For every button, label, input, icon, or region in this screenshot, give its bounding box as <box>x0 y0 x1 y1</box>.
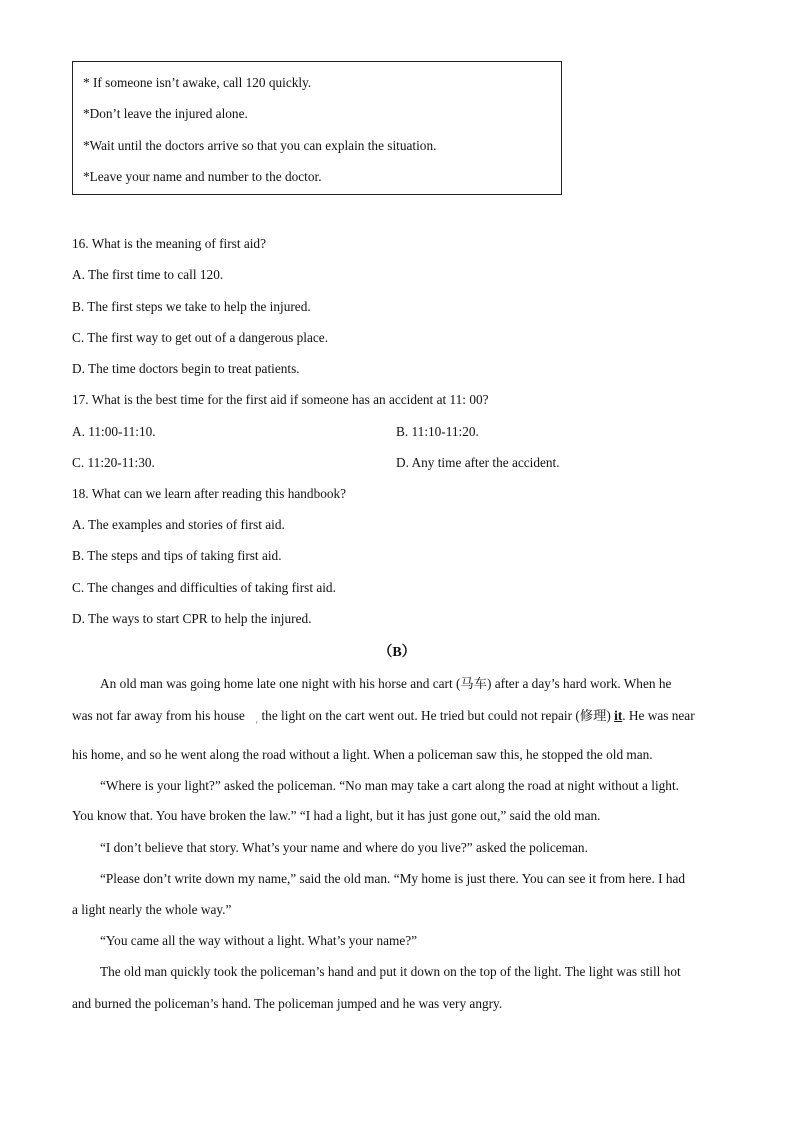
tip-3: *Wait until the doctors arrive so that you can explain the situation. <box>83 138 437 153</box>
passage-line-2-start: was not far away from his house <box>72 708 245 723</box>
passage-line-9: “You came all the way without a light. What’s your name?” <box>100 933 418 948</box>
small-mark: ʹ <box>256 720 258 729</box>
passage-line-1: An old man was going home late one night with his horse and cart (马车) after a day’s hard work. When he <box>100 676 672 691</box>
passage-line-10: The old man quickly took the policeman’s hand and put it down on the top of the light. The light was still hot <box>100 964 681 979</box>
underlined-word-it: it <box>614 708 623 723</box>
passage-line-2 <box>72 705 695 724</box>
passage-line-3: his home, and so he went along the road without a light. When a policeman saw this, he stopped the old man. <box>72 747 653 762</box>
question-17: 17. What is the best time for the first aid if someone has an accident at 11: 00? <box>72 392 489 407</box>
q18-option-d: D. The ways to start CPR to help the injured. <box>72 611 312 626</box>
q16-option-d: D. The time doctors begin to treat patients. <box>72 361 300 376</box>
passage-line-6: “I don’t believe that story. What’s your name and where do you live?” asked the policeman. <box>100 840 588 855</box>
q16-option-a: A. The first time to call 120. <box>72 267 224 282</box>
question-16: 16. What is the meaning of first aid? <box>72 236 266 251</box>
q17-option-b: B. 11:10-11:20. <box>396 424 479 439</box>
q17-option-a: A. 11:00-11:10. <box>72 424 156 439</box>
question-18: 18. What can we learn after reading this handbook? <box>72 486 347 501</box>
tip-2: *Don’t leave the injured alone. <box>83 106 248 121</box>
tip-4: *Leave your name and number to the doctor. <box>83 169 322 184</box>
q18-option-c: C. The changes and difficulties of taking first aid. <box>72 580 336 595</box>
q17-option-d: D. Any time after the accident. <box>396 455 560 470</box>
q17-option-c: C. 11:20-11:30. <box>72 455 155 470</box>
tips-box <box>72 61 562 195</box>
passage-line-2-middle: the light on the cart went out. He tried but could not repair (修理) <box>261 708 611 723</box>
passage-line-5: You know that. You have broken the law.” “I had a light, but it has just gone out,” said the old man. <box>72 808 601 823</box>
q18-option-a: A. The examples and stories of first aid. <box>72 517 285 532</box>
passage-line-7: “Please don’t write down my name,” said the old man. “My home is just there. You can see it from here. I had <box>100 871 686 886</box>
passage-line-4: “Where is your light?” asked the policeman. “No man may take a cart along the road at night without a light. <box>100 778 679 793</box>
passage-line-11: and burned the policeman’s hand. The policeman jumped and he was very angry. <box>72 996 503 1011</box>
tip-1: * If someone isn’t awake, call 120 quickly. <box>83 75 312 90</box>
q16-option-b: B. The first steps we take to help the injured. <box>72 299 311 314</box>
passage-line-2-end: . He was near <box>622 708 695 723</box>
q18-option-b: B. The steps and tips of taking first aid. <box>72 548 282 563</box>
section-title: （B） <box>378 645 416 660</box>
passage-line-8: a light nearly the whole way.” <box>72 902 232 917</box>
q16-option-c: C. The first way to get out of a dangerous place. <box>72 330 329 345</box>
